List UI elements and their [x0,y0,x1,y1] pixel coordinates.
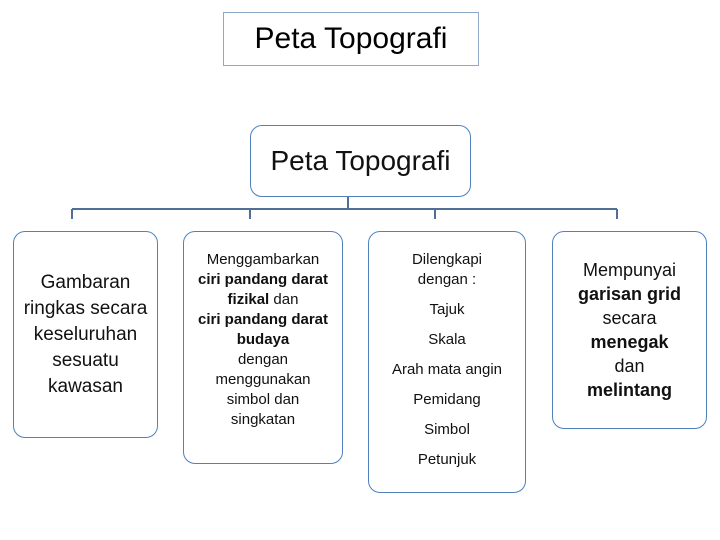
list-item: Simbol [424,421,470,438]
node-grid-bold-2: menegak [590,332,669,352]
node-grid-bold-1: garisan grid [577,284,682,304]
node-features-text-1: Menggambarkan [206,251,320,268]
list-item: Tajuk [429,301,465,318]
node-features-bold-1: ciri pandang darat fizikal [197,271,329,308]
node-features-bold-2: ciri pandang darat budaya [197,311,329,348]
node-features-text-2: dan [269,291,299,308]
node-grid-text-1: Mempunyai [582,260,677,280]
node-components-intro: Dilengkapi dengan : [411,251,483,288]
list-item: Arah mata angin [391,361,503,378]
list-item: Skala [428,331,466,348]
node-grid-text-2: secara [602,308,657,328]
node-description [13,231,158,438]
list-item: Pemidang [413,391,481,408]
node-grid [552,231,707,429]
root-node-label: Peta Topografi [270,145,451,176]
node-description-text: Gambaran ringkas secara keseluruhan sesuatu kawasan [23,271,148,397]
node-features-text-3: dengan menggunakan simbol dan singkatan [215,351,311,428]
node-components [368,231,526,493]
slide-title: Peta Topografi [223,12,479,66]
node-features [183,231,343,464]
node-grid-bold-3: melintang [586,380,672,400]
node-features-body [184,250,342,430]
node-grid-body [553,258,706,402]
node-grid-text-3: dan [614,356,645,376]
root-node [250,125,471,197]
list-item: Petunjuk [417,451,477,468]
